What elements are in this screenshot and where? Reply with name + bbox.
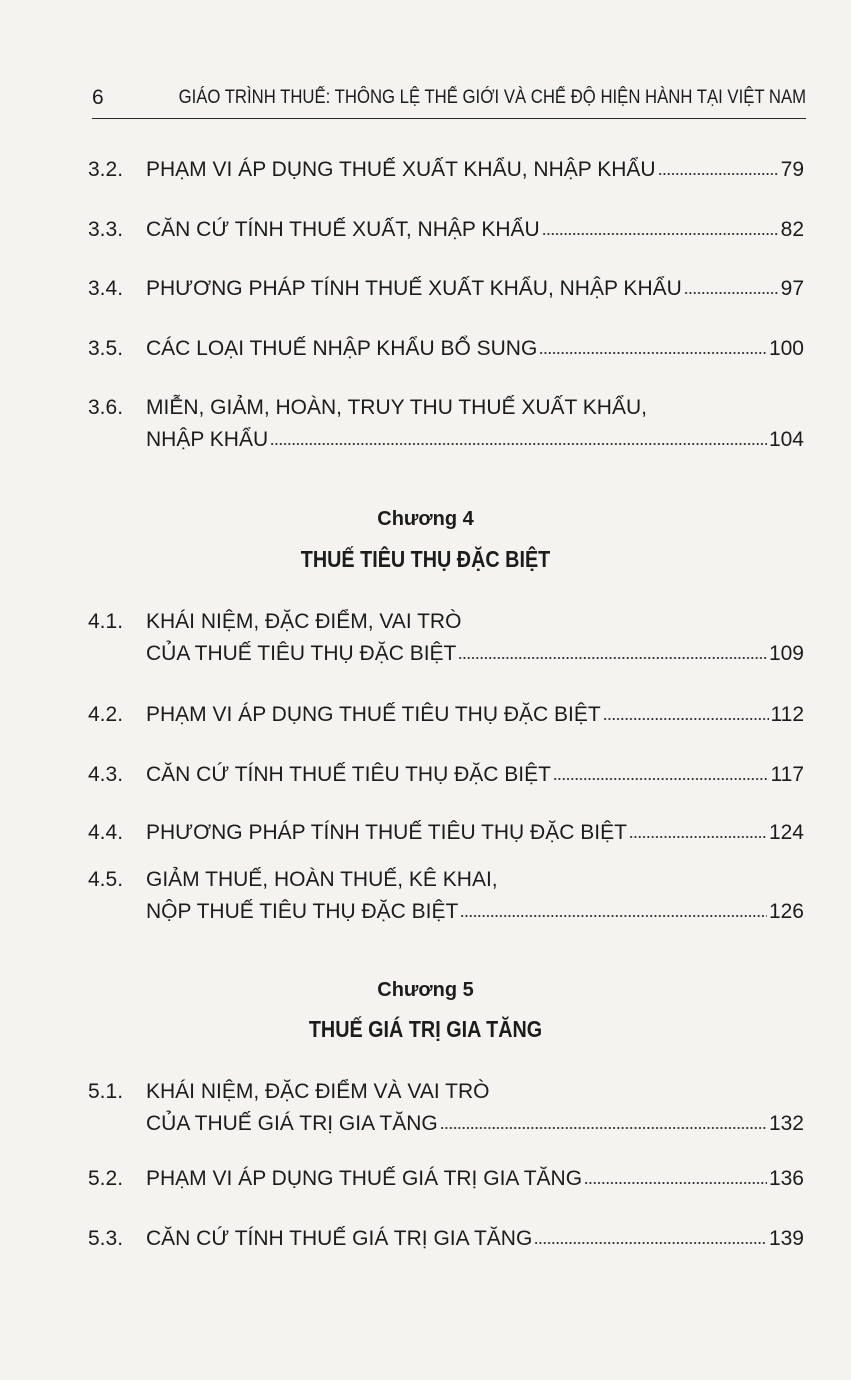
dot-leader [584,1171,767,1185]
entry-title-line2: CỦA THUẾ GIÁ TRỊ GIA TĂNG [146,1112,438,1135]
entry-page: 124 [768,821,804,844]
entry-number: 4.3. [88,763,124,786]
page-number: 6 [92,86,104,109]
entry-title-line2: CỦA THUẾ TIÊU THỤ ĐẶC BIỆT [146,642,457,665]
dot-leader [534,1231,767,1245]
toc-entry [88,1080,804,1144]
entry-page: 109 [768,642,804,665]
toc-entry [88,1227,804,1259]
entry-title-line1: GIẢM THUẾ, HOÀN THUẾ, KÊ KHAI, [146,868,498,891]
entry-number: 5.3. [88,1227,124,1250]
entry-page: 100 [768,337,804,360]
toc-entry [88,1167,804,1199]
dot-leader [553,767,769,781]
entry-title-line2: NỘP THUẾ TIÊU THỤ ĐẶC BIỆT [146,900,459,923]
entry-title: PHẠM VI ÁP DỤNG THUẾ TIÊU THỤ ĐẶC BIỆT [146,703,601,726]
chapter-label: Chương 4 [377,508,474,530]
entry-page: 104 [768,428,804,451]
entry-page: 82 [780,218,804,241]
toc-entry [88,868,804,932]
dot-leader [629,825,767,839]
entry-number: 5.1. [88,1080,124,1103]
entry-title: CĂN CỨ TÍNH THUẾ GIÁ TRỊ GIA TĂNG [146,1227,533,1250]
chapter-label: Chương 5 [377,979,474,1001]
toc-entry [88,218,804,250]
entry-page: 126 [768,900,804,923]
page-header [92,86,806,119]
dot-leader [684,281,779,295]
entry-title: PHẠM VI ÁP DỤNG THUẾ GIÁ TRỊ GIA TĂNG [146,1167,583,1190]
toc-entry [88,337,804,369]
entry-number: 4.5. [88,868,124,891]
chapter-title: THUẾ TIÊU THỤ ĐẶC BIỆT [300,546,551,572]
entry-title-line1: MIỄN, GIẢM, HOÀN, TRUY THU THUẾ XUẤT KHẨU, [146,396,647,419]
entry-number: 4.4. [88,821,124,844]
dot-leader [458,646,767,660]
entry-page: 117 [770,763,804,786]
entry-title-line2: NHẬP KHẨU [146,428,269,451]
entry-page: 97 [780,277,804,300]
dot-leader [270,432,767,446]
entry-title: PHẠM VI ÁP DỤNG THUẾ XUẤT KHẨU, NHẬP KHẨU [146,158,656,181]
entry-title: CĂN CỨ TÍNH THUẾ XUẤT, NHẬP KHẨU [146,218,540,241]
dot-leader [539,341,767,355]
dot-leader [460,904,767,918]
entry-title: PHƯƠNG PHÁP TÍNH THUẾ TIÊU THỤ ĐẶC BIỆT [146,821,627,844]
entry-page: 112 [770,703,804,726]
entry-title-line1: KHÁI NIỆM, ĐẶC ĐIỂM, VAI TRÒ [146,610,462,633]
toc-entry [88,158,804,190]
entry-number: 3.2. [88,158,124,181]
toc-entry [88,277,804,309]
dot-leader [440,1116,767,1130]
toc-entry [88,821,804,853]
toc-entry [88,396,804,460]
entry-title-line1: KHÁI NIỆM, ĐẶC ĐIỂM VÀ VAI TRÒ [146,1080,490,1103]
dot-leader [658,162,779,176]
entry-number: 3.5. [88,337,124,360]
entry-number: 4.1. [88,610,124,633]
running-title: GIÁO TRÌNH THUẾ: THÔNG LỆ THẾ GIỚI VÀ CHẾ ĐỘ HIỆN HÀNH TẠI VIỆT NAM [178,87,806,108]
chapter-title: THUẾ GIÁ TRỊ GIA TĂNG [308,1016,543,1042]
entry-page: 136 [768,1167,804,1190]
toc-entry [88,610,804,674]
dot-leader [603,707,769,721]
entry-number: 5.2. [88,1167,124,1190]
entry-title: PHƯƠNG PHÁP TÍNH THUẾ XUẤT KHẨU, NHẬP KHẨU [146,277,682,300]
entry-title: CÁC LOẠI THUẾ NHẬP KHẨU BỔ SUNG [146,337,538,360]
entry-page: 79 [780,158,804,181]
entry-number: 4.2. [88,703,124,726]
dot-leader [542,222,779,236]
entry-number: 3.3. [88,218,124,241]
toc-entry [88,703,804,735]
entry-page: 132 [768,1112,804,1135]
entry-page: 139 [768,1227,804,1250]
toc-entry [88,763,804,795]
entry-number: 3.4. [88,277,124,300]
entry-number: 3.6. [88,396,124,419]
entry-title: CĂN CỨ TÍNH THUẾ TIÊU THỤ ĐẶC BIỆT [146,763,551,786]
